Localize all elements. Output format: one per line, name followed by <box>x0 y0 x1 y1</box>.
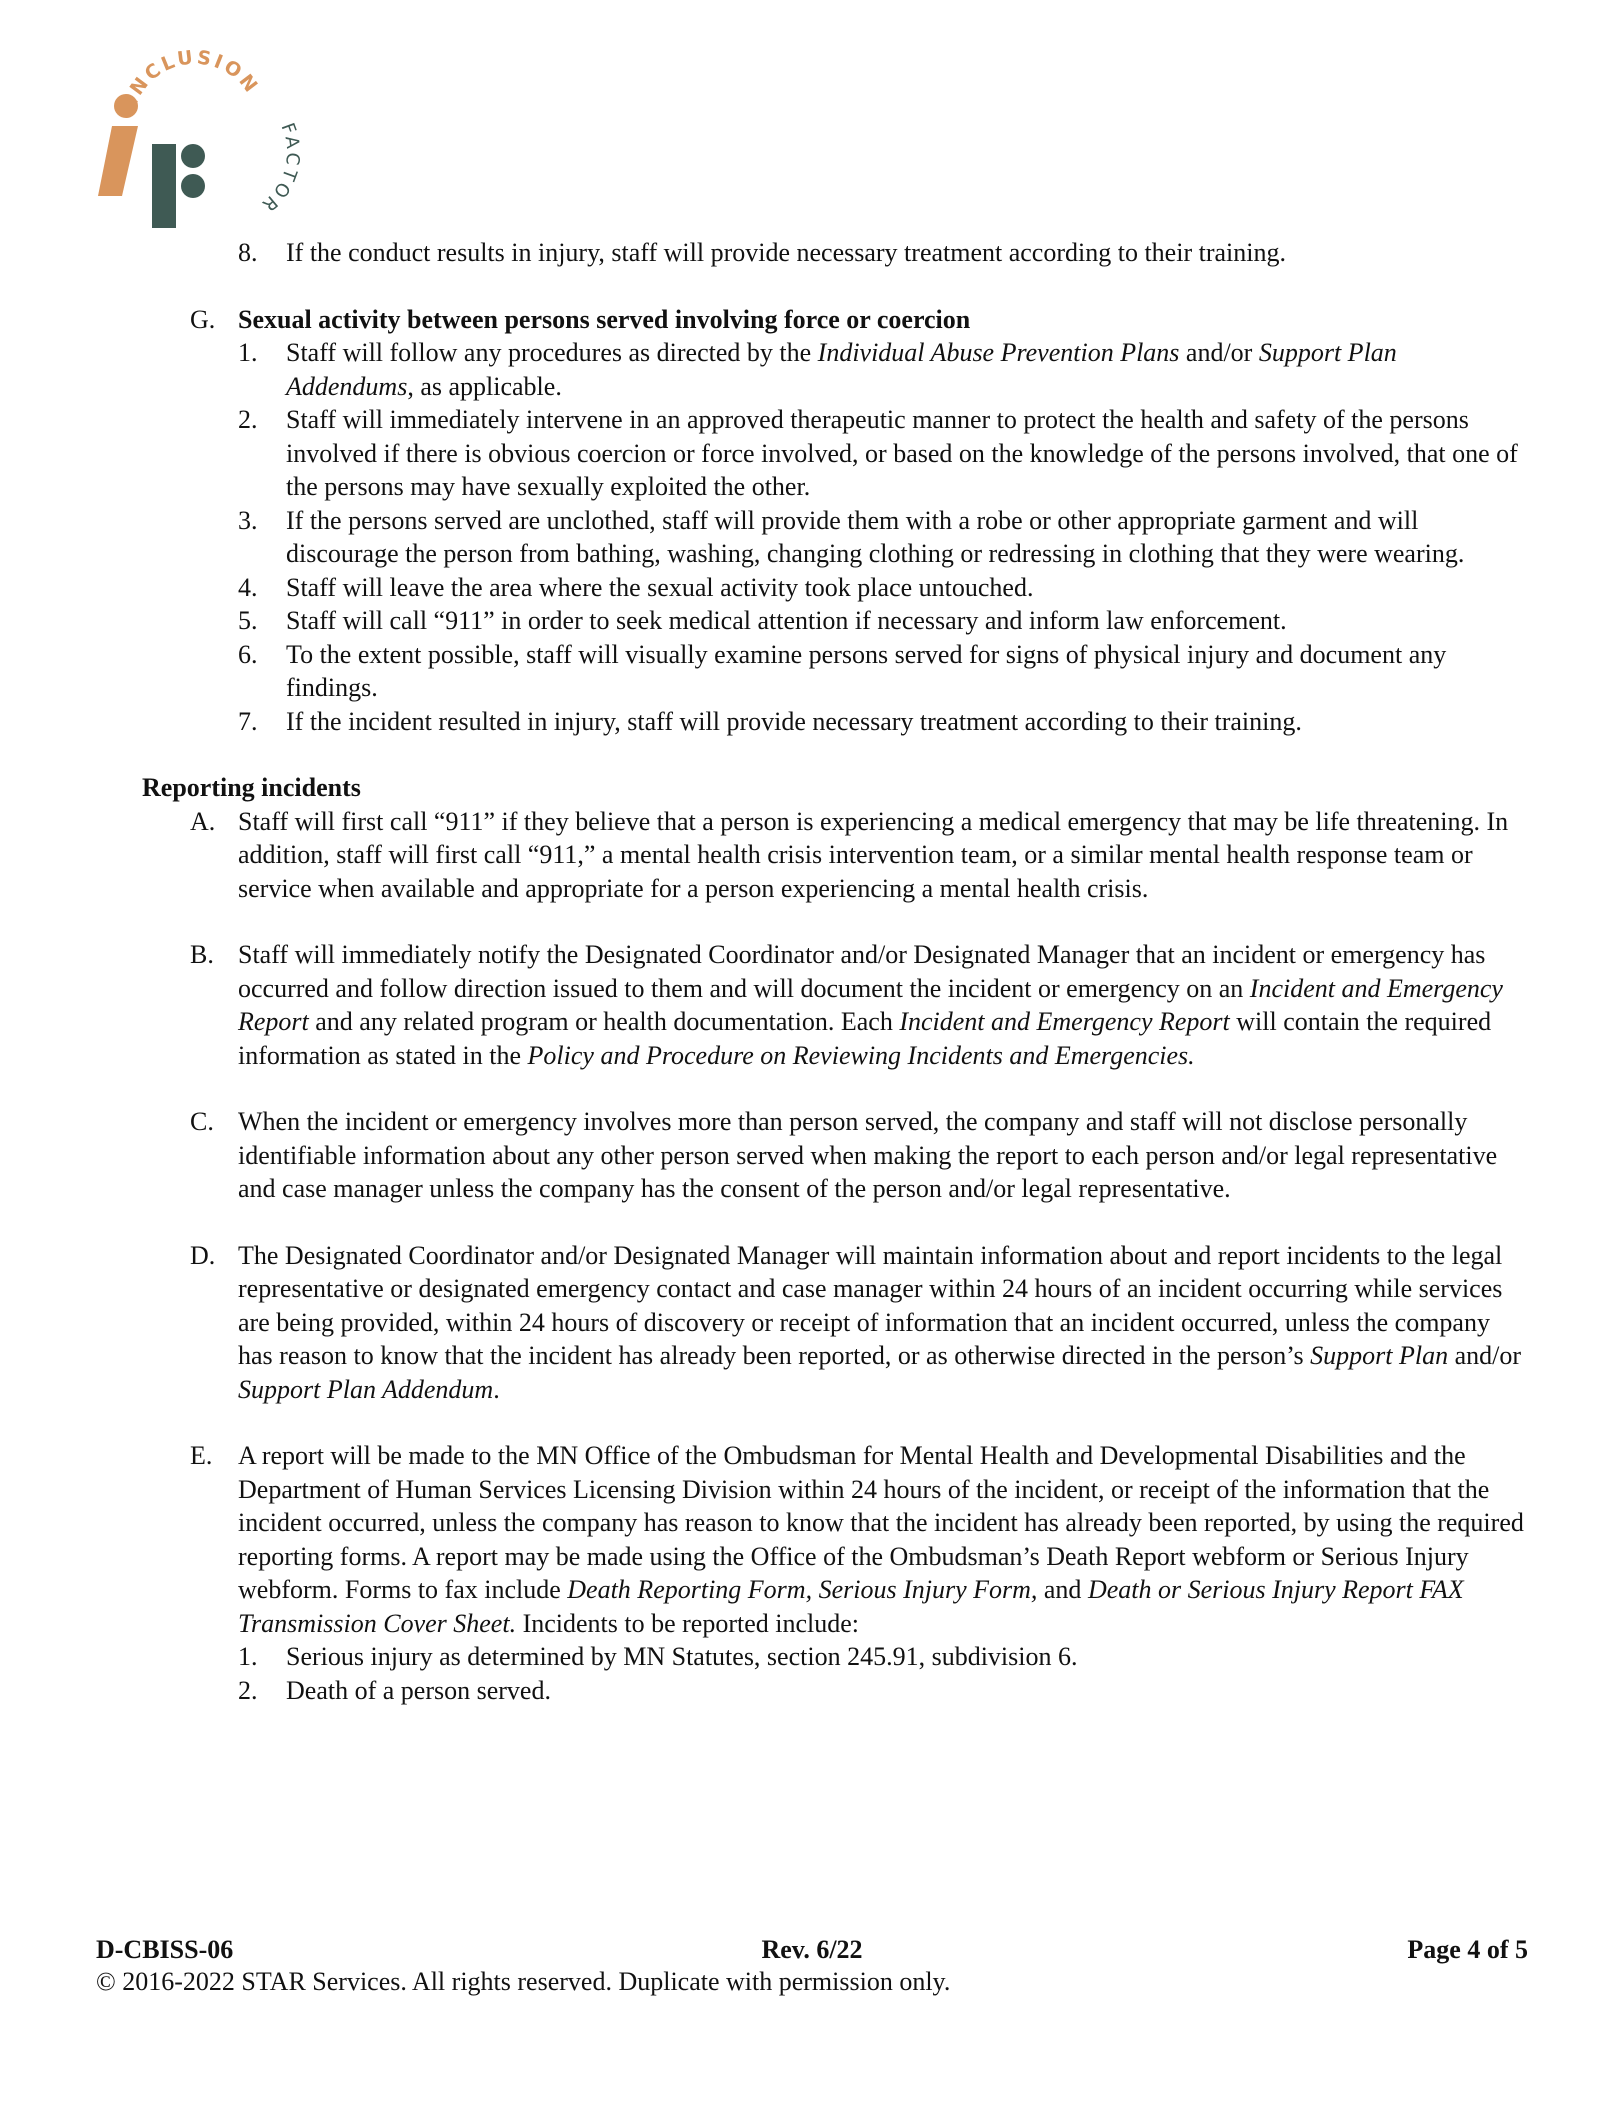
list-text: Staff will follow any procedures as directed by the Individual Abuse Prevention Plans and/or Support Plan Addendums, as applicable. <box>286 338 1397 401</box>
section-letter: B. <box>190 940 214 969</box>
list-number: 2. <box>238 1675 258 1705</box>
paragraph-text: Staff will first call “911” if they believe that a person is experiencing a medical emergency that may be life threatening. In addition, staff will first call “911,” a mental health crisis intervention team, or a similar mental health response team or service when available and appropriate for a person experiencing a mental health crisis. <box>238 806 1509 903</box>
list-item <box>238 571 1530 605</box>
list-text: Serious injury as determined by MN Statutes, section 245.91, subdivision 6. <box>286 1642 1078 1671</box>
list-item <box>238 336 1530 403</box>
list-number: 8. <box>238 238 258 267</box>
list-text: Death of a person served. <box>286 1675 551 1705</box>
section-letter: C. <box>190 1107 214 1136</box>
paragraph-text: The Designated Coordinator and/or Designated Manager will maintain information about and report incidents to the legal representative or designated emergency contact and case manager within 24 hours of an incident occurring while services are being provided, within 24 hours of discovery or receipt of information that an incident occurred, unless the company has reason to know that the incident has already been reported, or as otherwise directed in the person’s Support Plan and/or Support Plan Addendum. <box>238 1240 1522 1404</box>
section-letter: E. <box>190 1441 213 1470</box>
logo-i-stem <box>98 126 138 196</box>
reporting-item-e <box>190 1439 1530 1707</box>
list-number: 3. <box>238 505 258 535</box>
reporting-item-a <box>190 805 1530 906</box>
list-item <box>238 403 1530 504</box>
list-text: If the conduct results in injury, staff will provide necessary treatment according to their training. <box>286 238 1286 267</box>
list-text: Staff will call “911” in order to seek medical attention if necessary and inform law enforcement. <box>286 606 1287 635</box>
list-item-prev-8 <box>238 236 1530 270</box>
paragraph-text: A report will be made to the MN Office of the Ombudsman for Mental Health and Developmental Disabilities and the Department of Human Services Licensing Division within 24 hours of the incident, or receipt of the information that the incident occurred, unless the company has reason to know that the incident has already been reported, by using the required reporting forms. A report may be made using the Office of the Ombudsman’s Death Report webform or Serious Injury webform. Forms to fax include Death Reporting Form, Serious Injury Form, and Death or Serious Injury Report FAX Transmission Cover Sheet. Incidents to be reported include: <box>238 1441 1524 1638</box>
list-text: Staff will leave the area where the sexual activity took place untouched. <box>286 572 1034 602</box>
list-number: 1. <box>238 338 258 367</box>
list-text: If the persons served are unclothed, staff will provide them with a robe or other appropriate garment and will discourage the person from bathing, washing, changing clothing or redressing in clothing that they were wearing. <box>286 505 1465 568</box>
paragraph-text: Staff will immediately notify the Designated Coordinator and/or Designated Manager that an incident or emergency has occurred and follow direction issued to them and will document the incident or emergency on an Incident and Emergency Report and any related program or health documentation. Each Incident and Emergency Report will contain the required information as stated in the Policy and Procedure on Reviewing Incidents and Emergencies. <box>238 940 1503 1070</box>
page-number: Page 4 of 5 <box>1407 1935 1528 1964</box>
list-number: 4. <box>238 572 258 602</box>
list-item <box>238 1640 1530 1674</box>
reporting-item-d <box>190 1239 1530 1407</box>
list-number: 7. <box>238 706 258 736</box>
section-letter: D. <box>190 1240 216 1270</box>
section-heading: Reporting incidents <box>142 773 361 802</box>
document-body <box>142 236 1530 1707</box>
document-id: D-CBISS-06 <box>96 1935 234 1964</box>
section-letter: A. <box>190 806 216 836</box>
reporting-item-c <box>190 1105 1530 1206</box>
list-text: If the incident resulted in injury, staff will provide necessary treatment according to their training. <box>286 706 1302 736</box>
list-number: 2. <box>238 405 258 434</box>
list-text: To the extent possible, staff will visually examine persons served for signs of physical injury and document any findings. <box>286 639 1447 702</box>
list-item <box>238 1674 1530 1708</box>
list-number: 1. <box>238 1642 258 1671</box>
list-item <box>238 504 1530 571</box>
logo-text-factor: FACTOR <box>255 120 304 218</box>
list-item <box>238 604 1530 638</box>
page-footer <box>96 1934 1528 1998</box>
section-letter: G. <box>190 304 216 334</box>
list-item <box>238 705 1530 739</box>
list-item <box>238 638 1530 705</box>
revision-label: Rev. 6/22 <box>761 1935 863 1964</box>
paragraph-text: When the incident or emergency involves more than person served, the company and staff will not disclose personally identifiable information about any other person served when making the report to each person and/or legal representative and case manager unless the company has the consent of the person and/or legal representative. <box>238 1107 1498 1203</box>
reporting-item-b <box>190 938 1530 1072</box>
copyright-notice: © 2016-2022 STAR Services. All rights reserved. Duplicate with permission only. <box>96 1967 951 1996</box>
list-number: 5. <box>238 606 258 635</box>
logo-f-dot-top <box>181 144 205 168</box>
logo-f-stem <box>152 144 176 228</box>
inclusion-factor-logo <box>96 46 306 236</box>
logo-text-inclusion: INCLUSION <box>120 46 264 108</box>
list-text: Staff will immediately intervene in an approved therapeutic manner to protect the health and safety of the persons involved if there is obvious coercion or force involved, or based on the knowledge of the persons involved, that one of the persons may have sexually exploited the other. <box>286 405 1518 501</box>
section-g <box>190 303 1530 739</box>
section-title: Sexual activity between persons served involving force or coercion <box>238 304 971 334</box>
list-number: 6. <box>238 639 258 669</box>
logo-f-dot-bottom <box>181 174 205 198</box>
